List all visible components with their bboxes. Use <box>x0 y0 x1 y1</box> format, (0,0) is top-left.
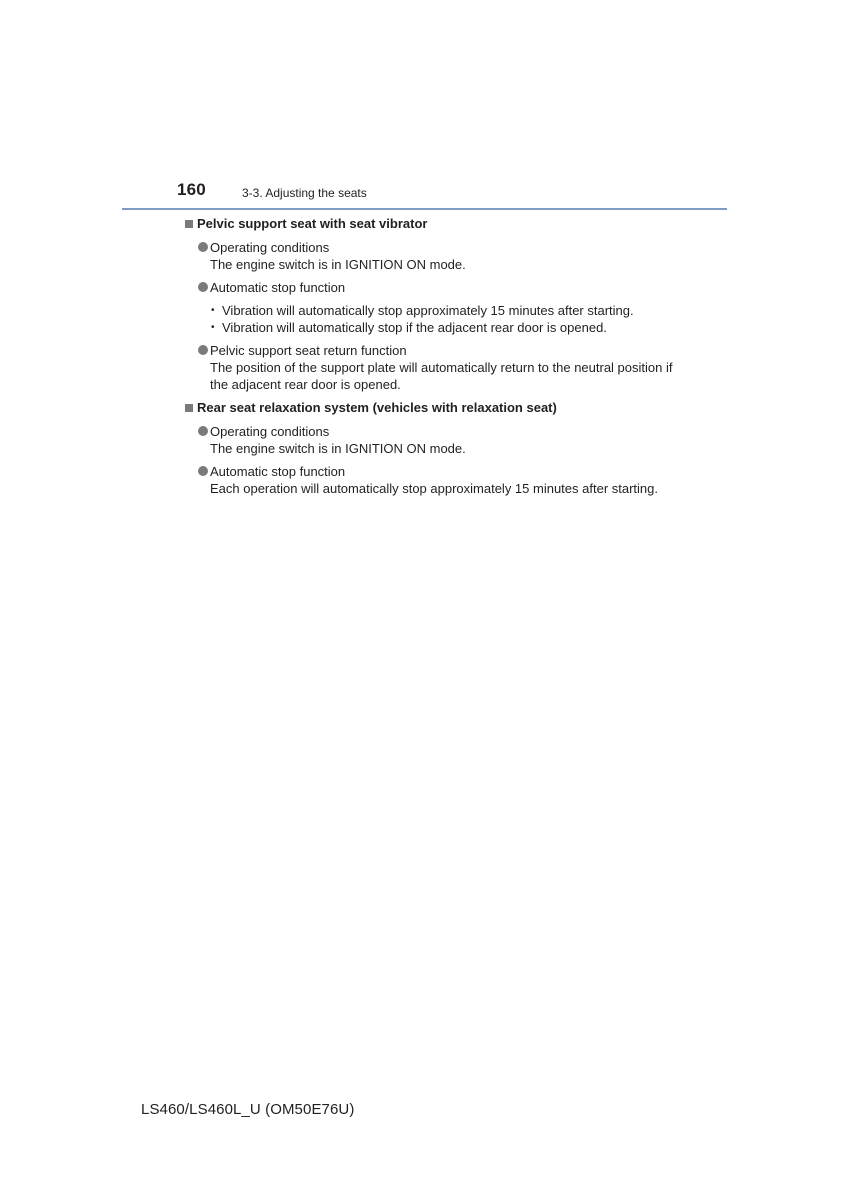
section-heading-text: Pelvic support seat with seat vibrator <box>197 216 428 231</box>
list-item <box>185 342 685 393</box>
section-rear-seat-relaxation <box>185 399 685 497</box>
circle-bullet-icon <box>198 466 208 476</box>
page-header <box>122 178 727 210</box>
section-pelvic-support-seat <box>185 215 685 393</box>
item-title: Automatic stop function <box>210 464 346 479</box>
section-heading <box>185 215 685 232</box>
item-body: The engine switch is in IGNITION ON mode. <box>210 441 466 456</box>
page-content <box>185 215 685 503</box>
item-title: Pelvic support seat return function <box>210 343 407 358</box>
sub-item-text: Vibration will automatically stop if the adjacent rear door is opened. <box>222 320 607 335</box>
section-heading-text: Rear seat relaxation system (vehicles with relaxation seat) <box>197 400 557 415</box>
square-bullet-icon <box>185 220 193 228</box>
circle-bullet-icon <box>198 426 208 436</box>
item-body: Each operation will automatically stop approximately 15 minutes after starting. <box>210 481 658 496</box>
sub-list-item <box>210 319 685 336</box>
section-title: 3-3. Adjusting the seats <box>242 186 367 200</box>
square-bullet-icon <box>185 404 193 412</box>
list-item <box>185 239 685 273</box>
list-item <box>185 423 685 457</box>
dot-bullet-icon: • <box>211 322 215 333</box>
page-number: 160 <box>177 180 206 199</box>
item-title: Automatic stop function <box>210 280 346 295</box>
list-item <box>185 463 685 497</box>
dot-bullet-icon: • <box>211 305 215 316</box>
circle-bullet-icon <box>198 242 208 252</box>
item-title: Operating conditions <box>210 424 330 439</box>
circle-bullet-icon <box>198 345 208 355</box>
sub-item-list <box>210 302 685 336</box>
section-heading <box>185 399 685 416</box>
model-code-footer: LS460/LS460L_U (OM50E76U) <box>141 1101 355 1118</box>
sub-list-item <box>210 302 685 319</box>
circle-bullet-icon <box>198 282 208 292</box>
list-item <box>185 279 685 336</box>
item-title: Operating conditions <box>210 240 330 255</box>
item-body: The engine switch is in IGNITION ON mode. <box>210 257 466 272</box>
sub-item-text: Vibration will automatically stop approximately 15 minutes after starting. <box>222 303 634 318</box>
item-body: The position of the support plate will automatically return to the neutral position if the adjacent rear door is opened. <box>210 360 673 392</box>
